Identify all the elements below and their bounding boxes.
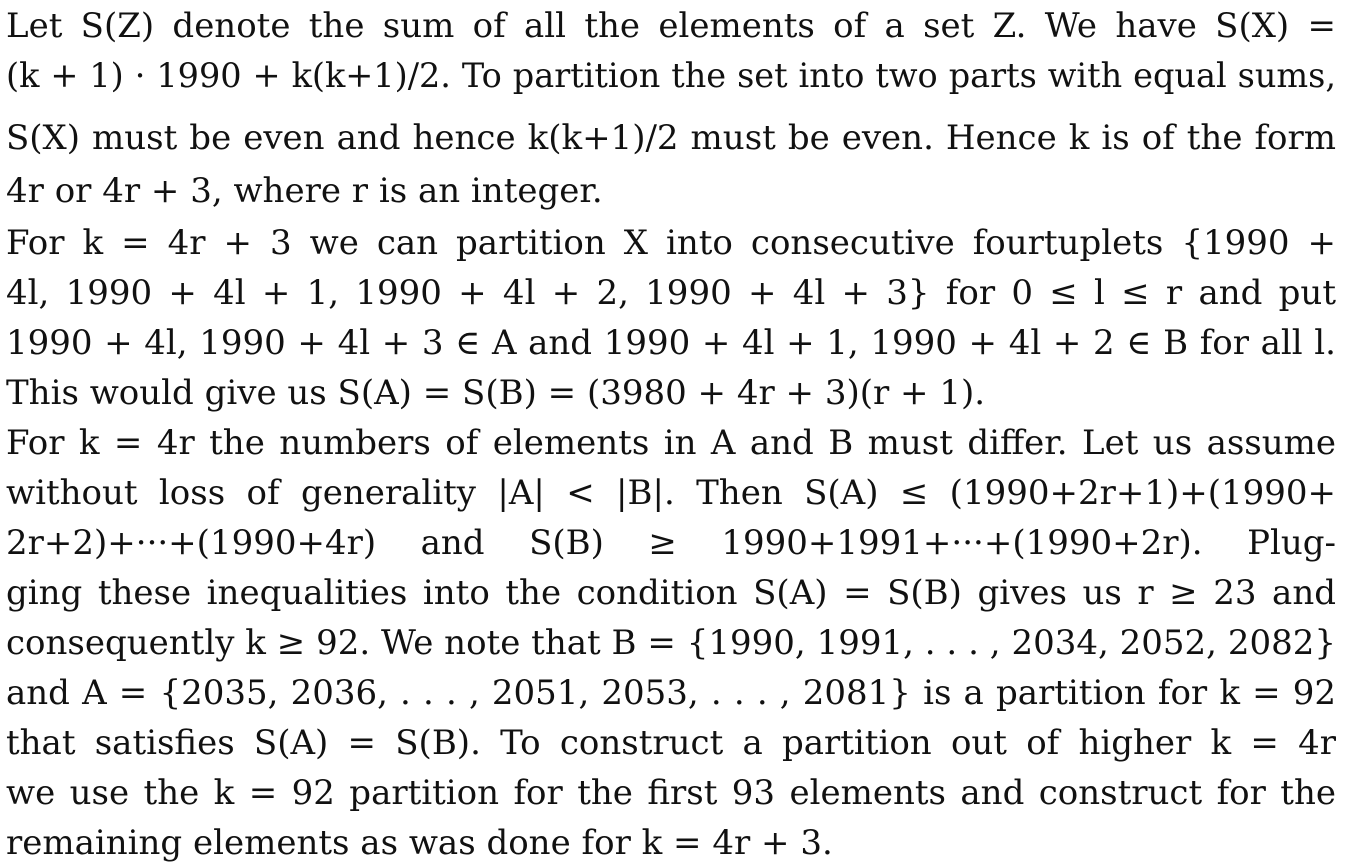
text-line-8: This would give us S(A) = S(B) = (3980 + 4r + 3)(r + 1). xyxy=(6,373,986,413)
text-line-4: 4r or 4r + 3, where r is an integer. xyxy=(6,171,603,211)
text-line-17: remaining elements as was done for k = 4r + 3. xyxy=(6,823,833,863)
text-line-11: 2r+2)+···+(1990+4r) and S(B) ≥ 1990+1991+···+(1990+2r). Plug- xyxy=(6,523,1336,563)
text-line-13: consequently k ≥ 92. We note that B = {1990, 1991, . . . , 2034, 2052, 2082} xyxy=(6,623,1336,663)
text-line-6: 4l, 1990 + 4l + 1, 1990 + 4l + 2, 1990 + 4l + 3} for 0 ≤ l ≤ r and put xyxy=(6,273,1336,313)
text-line-12: ging these inequalities into the condition S(A) = S(B) gives us r ≥ 23 and xyxy=(6,573,1336,613)
text-line-1: Let S(Z) denote the sum of all the elements of a set Z. We have S(X) = xyxy=(6,6,1336,46)
text-line-2: (k + 1) · 1990 + k(k+1)/2. To partition the set into two parts with equal sums, xyxy=(6,56,1336,95)
text-line-7: 1990 + 4l, 1990 + 4l + 3 ∈ A and 1990 + 4l + 1, 1990 + 4l + 2 ∈ B for all l. xyxy=(6,323,1336,363)
text-line-16: we use the k = 92 partition for the first 93 elements and construct for the xyxy=(6,773,1336,813)
text-line-10: without loss of generality |A| < |B|. Then S(A) ≤ (1990+2r+1)+(1990+ xyxy=(6,473,1336,513)
text-line-15: that satisfies S(A) = S(B). To construct a partition out of higher k = 4r xyxy=(6,723,1336,763)
text-line-9: For k = 4r the numbers of elements in A and B must differ. Let us assume xyxy=(6,423,1336,463)
text-line-5: For k = 4r + 3 we can partition X into consecutive fourtuplets {1990 + xyxy=(6,223,1336,263)
text-line-3: S(X) must be even and hence k(k+1)/2 must be even. Hence k is of the form xyxy=(6,118,1336,158)
text-line-14: and A = {2035, 2036, . . . , 2051, 2053, . . . , 2081} is a partition for k = 92 xyxy=(6,673,1336,713)
